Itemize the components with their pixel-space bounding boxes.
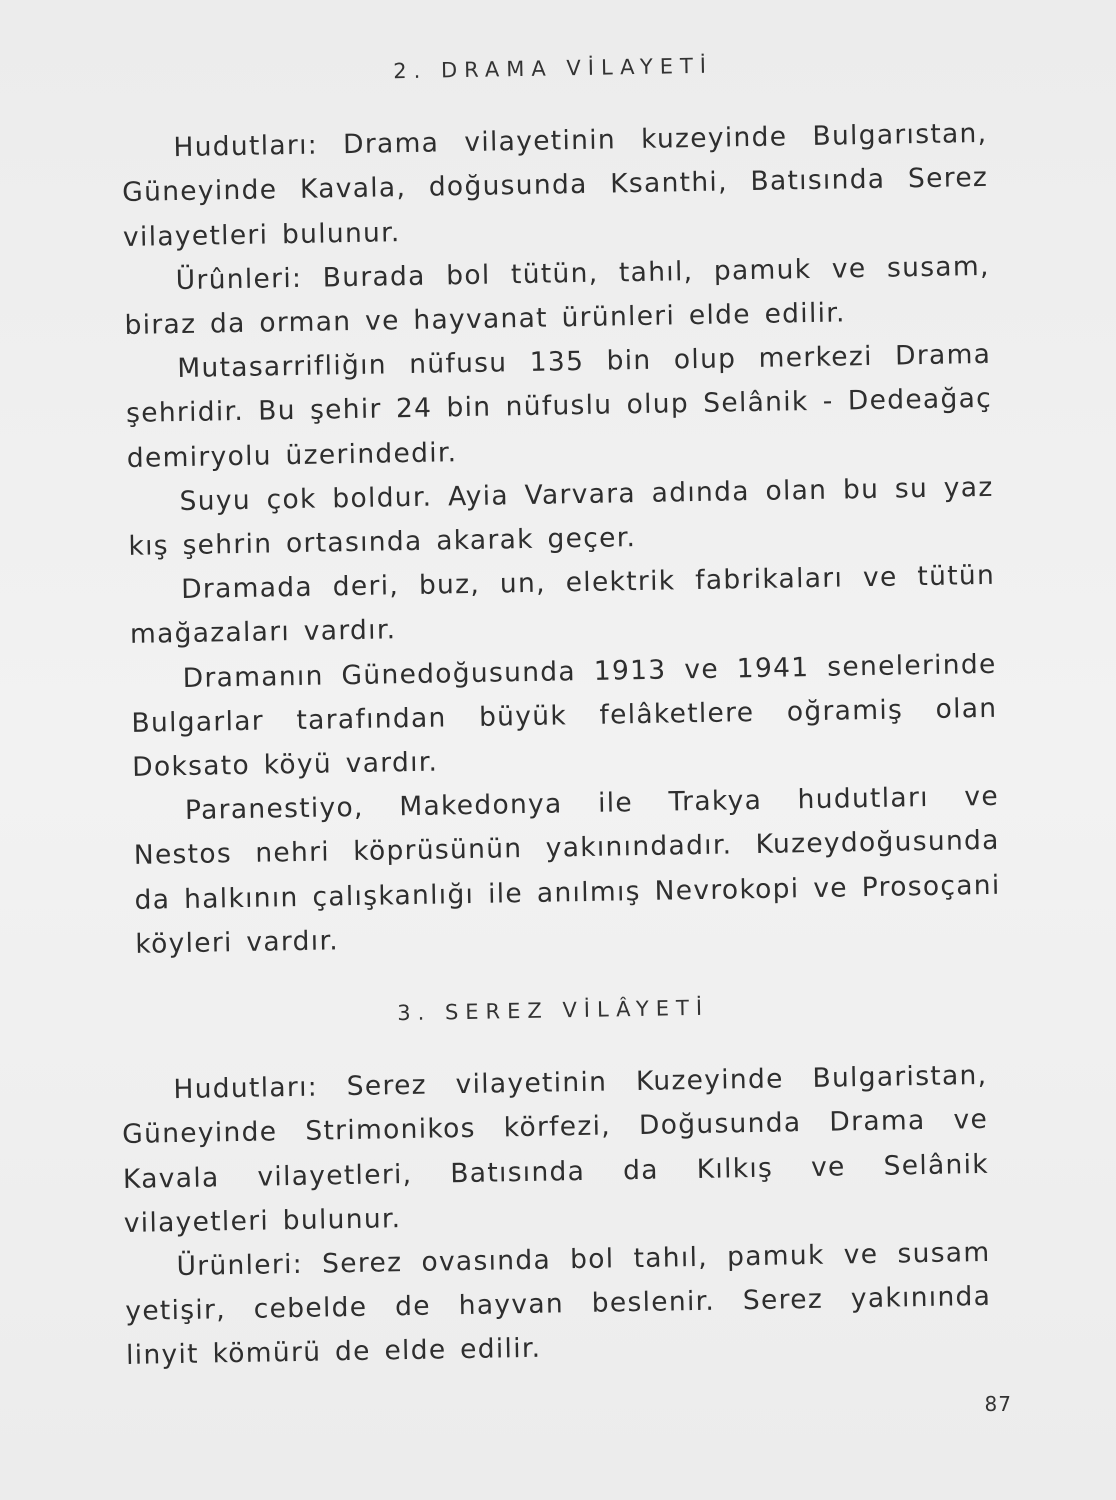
paragraph-water: Suyu çok boldur. Ayia Varvara adında olan bu su yaz kış şehrin ortasında akarak geçer. xyxy=(128,471,994,562)
paragraph-factories: Dramada deri, buz, un, elektrik fabrikaları ve tütün mağazaları vardır. xyxy=(129,560,996,651)
paragraph-products: Ürûnleri: Burada bol tütün, tahıl, pamuk ve susam, biraz da orman ve hayvanat ürünleri elde edilir. xyxy=(124,250,990,341)
section-drama xyxy=(120,49,1002,967)
paragraph-paranestiyo: Paranestiyo, Makedonya ile Trakya hudutları ve Nestos nehri köprüsünün yakınındadır. Kuzeydoğusunda da halkının çalışkanlığı ile anılmış Nevrokopi ve Prosoçani köyleri vardır. xyxy=(133,781,1001,960)
paragraph-borders: Hudutları: Drama vilayetinin kuzeyinde Bulgarıstan, Güneyinde Kavala, doğusunda Ksanthi, Batısında Serez vilayetleri bulunur. xyxy=(121,118,989,253)
paragraph-products: Ürünleri: Serez ovasında bol tahıl, pamuk ve susam yetişir, cebelde de hayvan beslenir. Serez yakınında linyit kömürü de elde edilir. xyxy=(125,1236,992,1372)
section-heading-drama: 2. DRAMA VİLAYETİ xyxy=(393,53,714,84)
paragraph-population: Mutasarrifliğın nüfusu 135 bin olup merkezi Drama şehridir. Bu şehir 24 bin nüfuslu olup Selânik - Dedeağaç demiryolu üzerindedir. xyxy=(125,339,993,474)
section-serez xyxy=(120,991,992,1379)
page-number: 87 xyxy=(984,1392,1012,1416)
section-heading-serez: 3. SEREZ VİLÂYETİ xyxy=(397,995,710,1026)
paragraph-doksato: Dramanın Günedoğusunda 1913 ve 1941 senelerinde Bulgarlar tarafından büyük felâketlere oğramiş olan Doksato köyü vardır. xyxy=(131,648,998,783)
paragraph-borders: Hudutları: Serez vilayetinin Kuzeyinde Bulgaristan, Güneyinde Strimonikos körfezi, Doğusunda Drama ve Kavala vilayetleri, Batısında da Kılkış ve Selânik vilayetleri bulunur. xyxy=(121,1060,990,1239)
